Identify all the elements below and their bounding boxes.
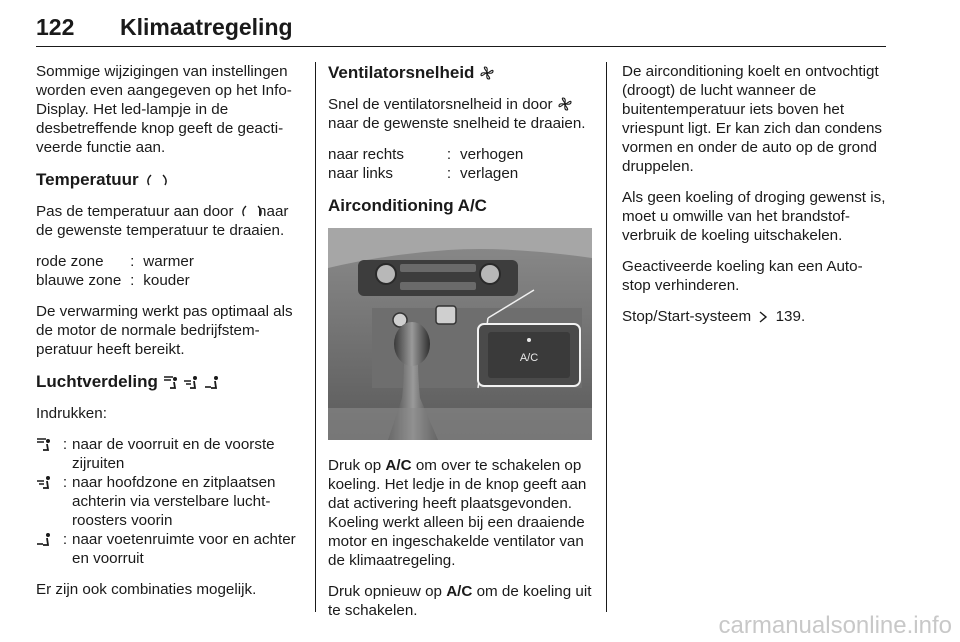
temperature-paragraph: Pas de temperatuur aan door naar de gewenste temperatuur te draaien.	[36, 203, 289, 239]
temperature-knob-icon	[238, 202, 254, 221]
ac-fuel-paragraph: Als geen koeling of droging gewenst is, moet u omwille van het brandstofverbruik de koeling uitschakelen.	[622, 189, 886, 244]
temp-key: blauwe zone	[36, 272, 122, 289]
intro-paragraph: Sommige wijzigingen van instellingen worden even aangegeven op het Info-Display. Het led-lampje in de desbetreffende knop geeft de geactiveerde functie aan.	[36, 63, 292, 156]
ac-paragraph-1: Druk op A/C om over te schakelen op koeling. Het ledje in de knop geeft aan dat activering heeft plaatsgevonden. Koeling werkt alleen bij een draaiende motor en ingeschakelde ventilator van de klimaatregeling.	[328, 457, 587, 569]
list-item: naar de voorruit en de voorste zijruiten	[72, 436, 275, 472]
fan-paragraph: Snel de ventilatorsnelheid in door naar de gewenste snelheid te draaien.	[328, 96, 586, 132]
page-reference-link[interactable]: 139.	[775, 308, 806, 325]
ac-info-paragraph: De airconditioning koelt en ontvochtigt (droogt) de lucht wanneer de buitentemperatuur iets boven het vriespunt ligt. Er kan zich dan condens vormen en onder de auto op de grond druppelen.	[622, 63, 883, 175]
ac-paragraph-2: Druk opnieuw op A/C om de koeling uit te schakelen.	[328, 583, 592, 619]
chapter-title: Klimaatregeling	[120, 14, 293, 40]
fan-icon	[479, 62, 495, 83]
air-note: Er zijn ook combinaties mogelijk.	[36, 581, 257, 598]
temp-value: warmer	[143, 253, 194, 270]
header-rule	[36, 46, 886, 47]
cross-reference: Stop/Start-systeem 139.	[622, 308, 806, 325]
ac-button-label: A/C	[446, 583, 473, 600]
list-item: naar hoofdzone en zitplaatsen achterin via verstelbare luchtroosters voorin	[72, 474, 276, 529]
section-heading-ac: Airconditioning A/C	[328, 196, 487, 215]
column-divider	[315, 62, 316, 612]
watermark: carmanualsonline.info	[718, 612, 952, 639]
fan-value: verlagen	[460, 165, 519, 182]
fan-value: verhogen	[460, 146, 524, 163]
page-header	[36, 8, 886, 48]
temp-key: rode zone	[36, 253, 104, 270]
windshield-airflow-icon	[163, 371, 179, 392]
page-number: 122	[36, 14, 75, 40]
air-distribution-list: : naar de voorruit en de voorste zijruiten : naar hoofdzone en zitplaatsen achterin via verstelbare luchtroosters voorin : naar voetenruimte voor en achter en voorruit	[36, 435, 302, 568]
column-middle	[328, 62, 592, 632]
foot-airflow-icon	[204, 371, 220, 392]
temperature-note: De verwarming werkt pas optimaal als de motor de normale bedrijfstemperatuur heeft bereikt.	[36, 303, 293, 358]
windshield-airflow-icon	[36, 435, 52, 473]
air-intro: Indrukken:	[36, 405, 107, 422]
temperature-knob-icon	[143, 169, 159, 190]
fan-key: naar rechts	[328, 146, 404, 163]
list-item: naar voetenruimte voor en achter en voorruit	[72, 531, 296, 567]
ac-button-label: A/C	[385, 457, 412, 474]
face-airflow-icon	[36, 473, 52, 530]
column-right	[622, 62, 888, 338]
fan-table: naar rechts : verhogen naar links : verlagen	[328, 145, 592, 183]
photo-ac-label: A/C	[519, 352, 539, 364]
fan-key: naar links	[328, 165, 393, 182]
section-heading-temperature: Temperatuur	[36, 169, 302, 190]
section-heading-air-distribution: Luchtverdeling	[36, 371, 302, 392]
foot-airflow-icon	[36, 530, 52, 568]
column-left	[36, 62, 302, 611]
autostop-paragraph: Geactiveerde koeling kan een Auto-stop verhinderen.	[622, 258, 863, 294]
section-heading-fan-speed: Ventilatorsnelheid	[328, 62, 592, 83]
column-divider	[606, 62, 607, 612]
page-reference-arrow-icon	[755, 307, 771, 326]
temperature-table: rode zone : warmer blauwe zone : kouder	[36, 252, 302, 290]
ac-control-photo	[328, 228, 592, 440]
face-airflow-icon	[183, 371, 199, 392]
temp-value: kouder	[143, 272, 190, 289]
fan-icon	[557, 95, 573, 114]
